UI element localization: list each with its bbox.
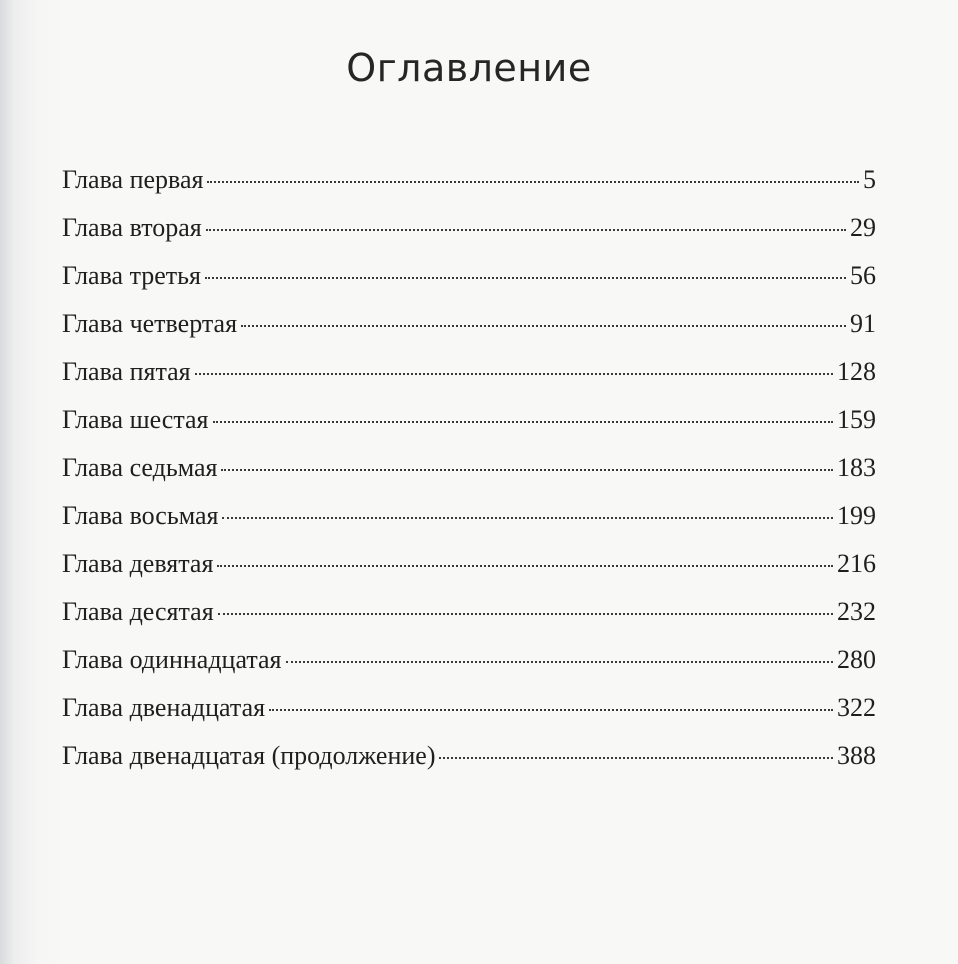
toc-entry xyxy=(62,636,876,684)
toc-entry-page: 280 xyxy=(837,645,876,674)
toc-entry-label: Глава десятая xyxy=(62,597,214,626)
toc-entry xyxy=(62,444,876,492)
toc-dot-leader xyxy=(286,661,833,663)
toc-dot-leader xyxy=(269,709,833,711)
table-of-contents xyxy=(62,156,876,780)
toc-entry-page: 56 xyxy=(850,261,876,290)
toc-dot-leader xyxy=(206,229,846,231)
toc-entry xyxy=(62,492,876,540)
toc-dot-leader xyxy=(439,757,833,759)
toc-dot-leader xyxy=(205,277,846,279)
toc-entry xyxy=(62,156,876,204)
toc-dot-leader xyxy=(217,565,833,567)
toc-entry xyxy=(62,396,876,444)
toc-dot-leader xyxy=(213,421,834,423)
toc-entry-label: Глава девятая xyxy=(62,549,214,578)
toc-entry xyxy=(62,252,876,300)
toc-entry-label: Глава восьмая xyxy=(62,501,219,530)
toc-entry-label: Глава двенадцатая xyxy=(62,693,266,722)
toc-entry-page: 5 xyxy=(863,165,876,194)
toc-entry xyxy=(62,684,876,732)
toc-entry-page: 29 xyxy=(850,213,876,242)
toc-entry-page: 91 xyxy=(850,309,876,338)
toc-entry-label: Глава третья xyxy=(62,261,201,290)
toc-entry-page: 388 xyxy=(837,741,876,770)
toc-dot-leader xyxy=(221,469,833,471)
toc-entry-page: 199 xyxy=(837,501,876,530)
toc-entry xyxy=(62,300,876,348)
toc-entry-label: Глава вторая xyxy=(62,213,202,242)
toc-entry xyxy=(62,540,876,588)
toc-entry-label: Глава двенадцатая (продолжение) xyxy=(62,741,436,770)
toc-entry-page: 183 xyxy=(837,453,876,482)
toc-dot-leader xyxy=(207,181,859,183)
toc-entry-page: 216 xyxy=(837,549,876,578)
toc-entry xyxy=(62,588,876,636)
toc-entry-page: 128 xyxy=(837,357,876,386)
toc-entry-label: Глава четвертая xyxy=(62,309,238,338)
toc-entry-page: 322 xyxy=(837,693,876,722)
toc-entry xyxy=(62,204,876,252)
toc-entry xyxy=(62,348,876,396)
toc-entry xyxy=(62,732,876,780)
toc-dot-leader xyxy=(222,517,833,519)
toc-dot-leader xyxy=(241,325,846,327)
toc-entry-label: Глава седьмая xyxy=(62,453,218,482)
toc-entry-label: Глава шестая xyxy=(62,405,209,434)
toc-entry-label: Глава первая xyxy=(62,165,204,194)
toc-dot-leader xyxy=(195,373,833,375)
toc-entry-page: 159 xyxy=(837,405,876,434)
toc-dot-leader xyxy=(218,613,833,615)
toc-entry-label: Глава пятая xyxy=(62,357,191,386)
toc-entry-page: 232 xyxy=(837,597,876,626)
page-title: Оглавление xyxy=(346,46,592,90)
toc-entry-label: Глава одиннадцатая xyxy=(62,645,282,674)
